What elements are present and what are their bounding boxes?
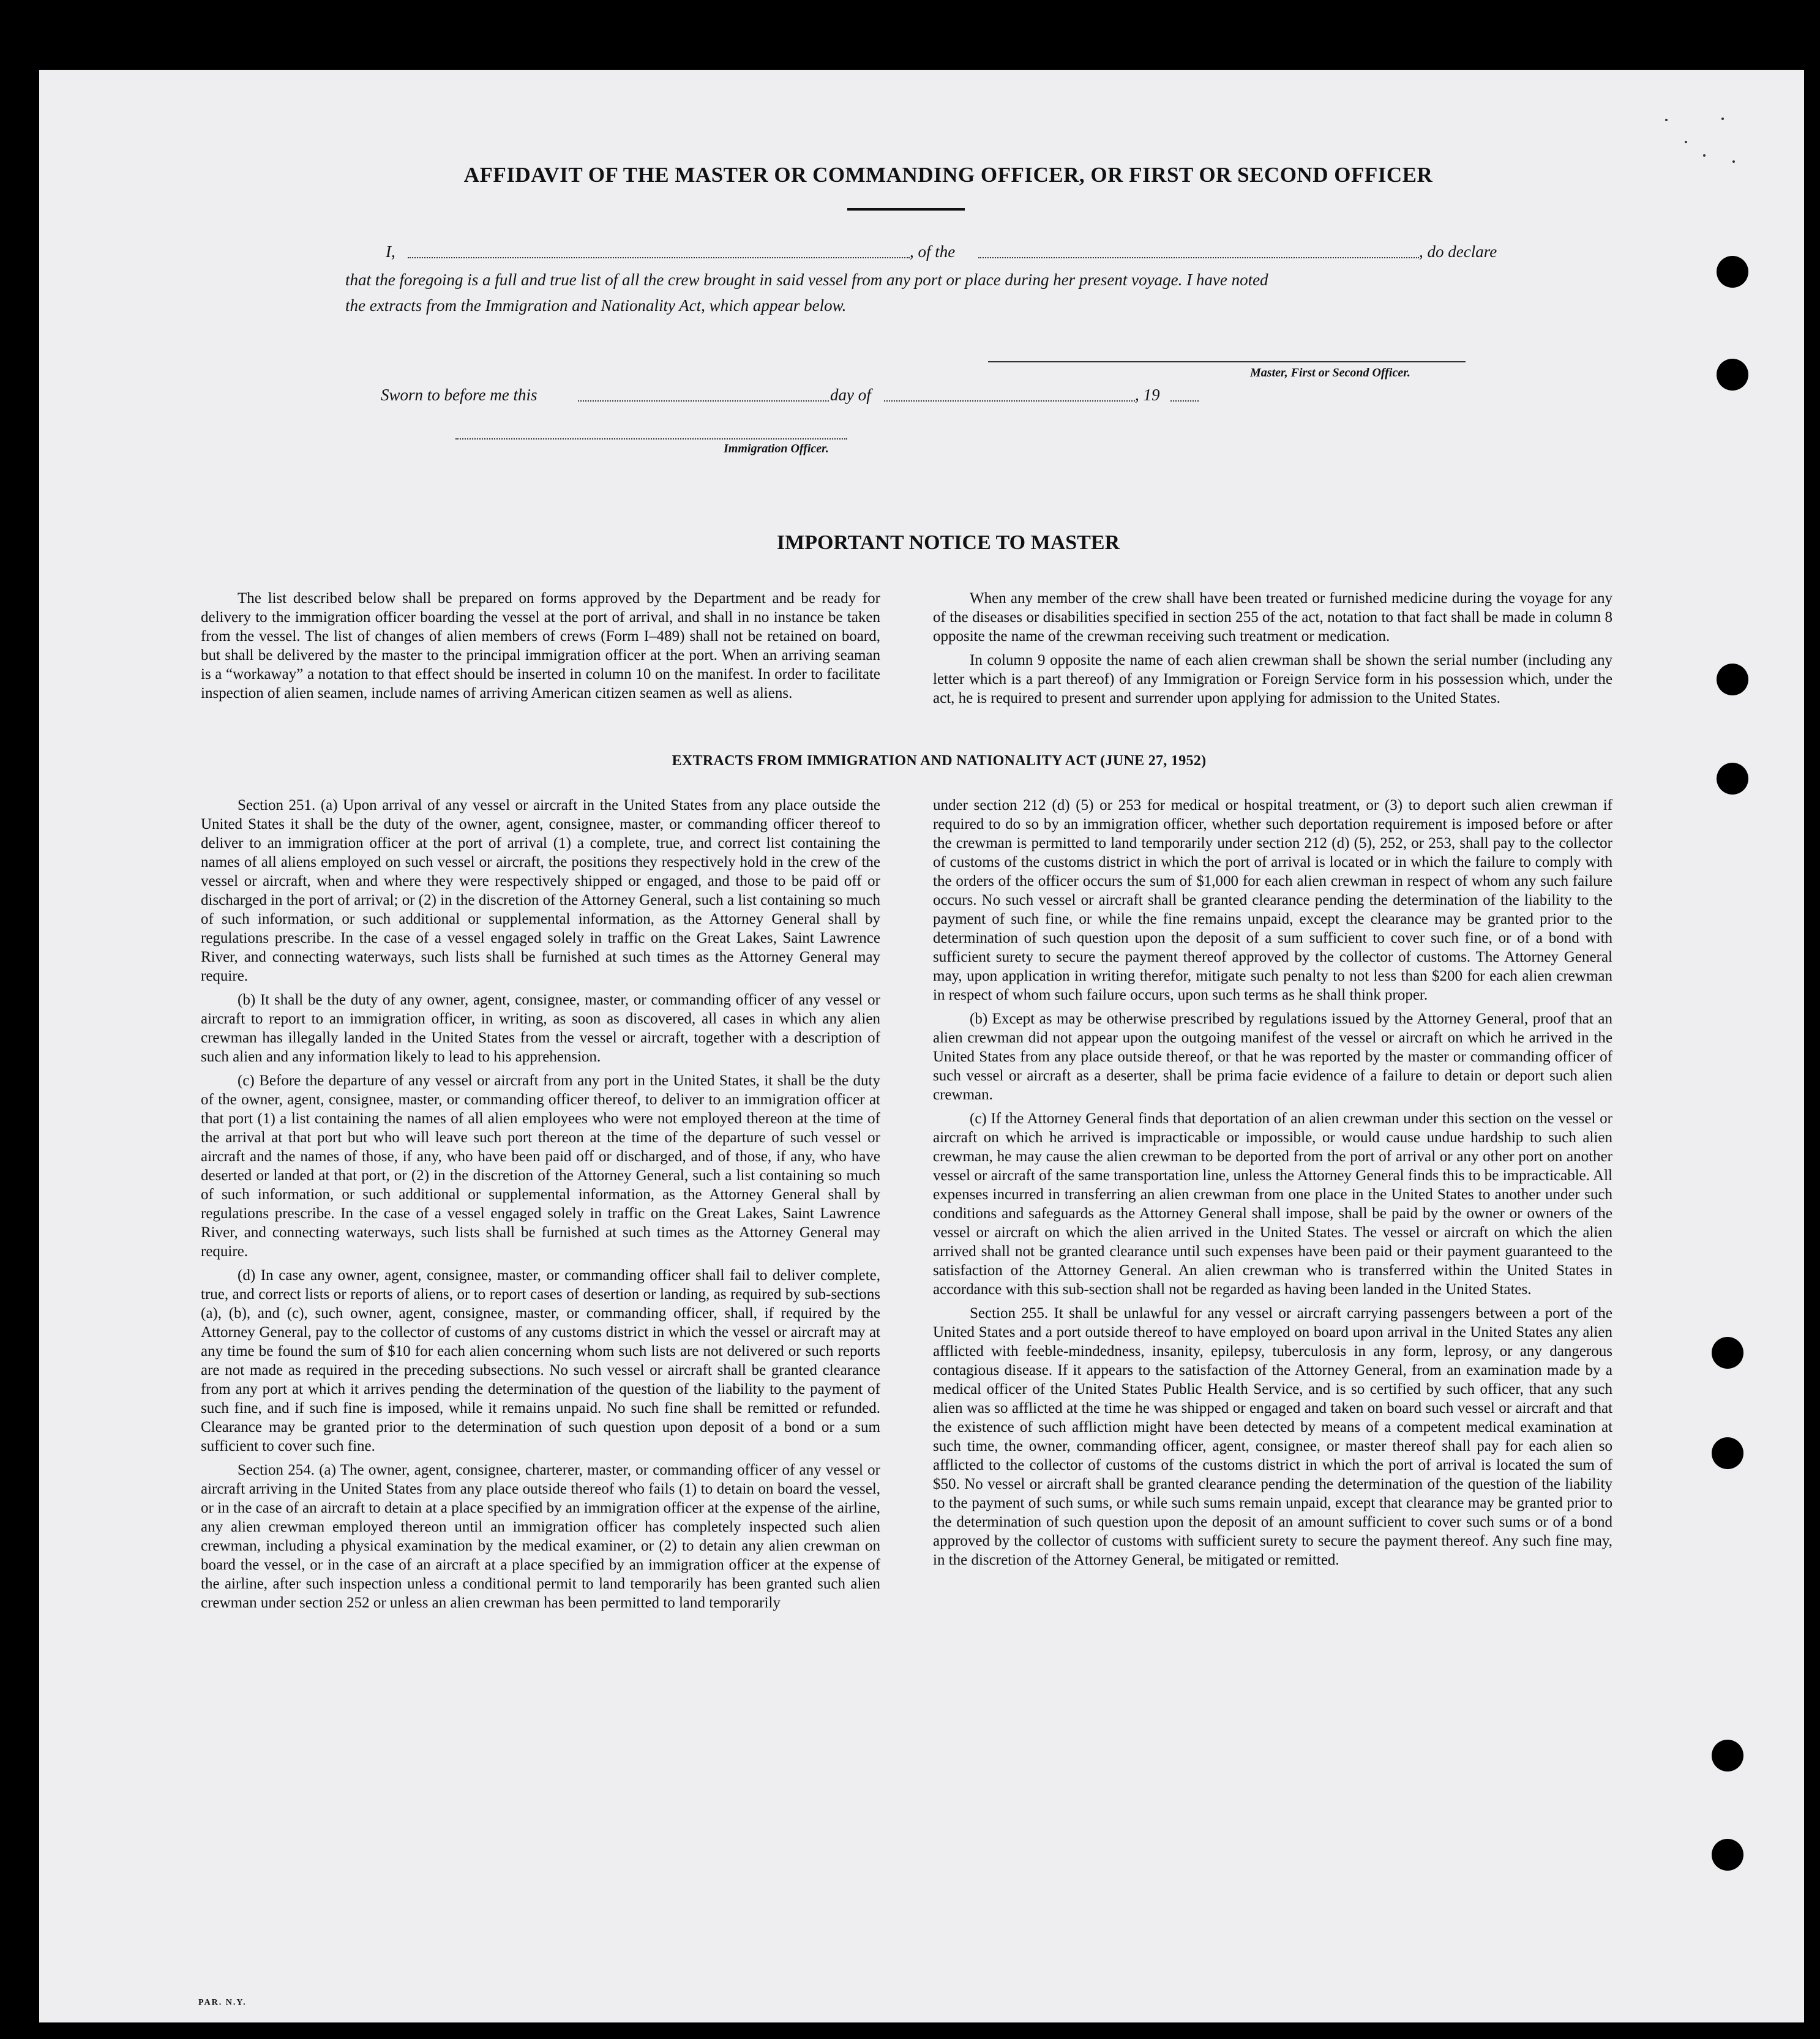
form-page bbox=[39, 70, 1804, 2022]
i-label: I, bbox=[386, 242, 395, 261]
sworn-day-field[interactable] bbox=[578, 400, 829, 402]
do-declare-label: , do declare bbox=[1419, 242, 1497, 261]
notice-paragraph: The list described below shall be prepared on forms approved by the Department and be ready for delivery to the immigration officer boarding the vessel at the port of arrival, and shall in no instance be taken from the vessel. The list of changes of alien members of crews (Form I–489) shall not be retained on board, but shall be delivered by the master to the principal immigration officer at the port. When an arriving seaman is a “workaway” a notation to that effect should be inserted in column 10 on the manifest. In order to facilitate inspection of alien seamen, include names of arriving American citizen seamen as well as aliens. bbox=[201, 590, 880, 701]
officer-signature-line[interactable] bbox=[455, 438, 847, 440]
punch-hole bbox=[1717, 664, 1748, 695]
year-label: , 19 bbox=[1135, 386, 1160, 404]
section-paragraph: Section 254. (a) The owner, agent, consignee, charterer, master, or commanding officer of any vessel or aircraft arriving in the United States from any place outside thereof who fails (1) to detain on board the vessel, or in the case of an aircraft to detain at a place specified by an immigration officer at the expense of the airline, any alien crewman employed thereon until an immigration officer has completely inspected such alien crewman, including a physical examination by the medical examiner, or (2) to detain any alien crewman on board the vessel, or in the case of an aircraft at a place specified by an immigration officer at the expense of the airline, after such inspection unless a conditional permit to land temporarily has been granted such alien crewman under section 252 or unless an alien crewman has been permitted to land temporarily bbox=[201, 1462, 880, 1611]
section-paragraph: (c) If the Attorney General finds that deportation of an alien crewman under this section on the vessel or aircraft on which he arrived is impracticable or impossible, or would cause undue hardship to such alien crewman, he may cause the alien crewman to be deported from the port of arrival or any other port on another vessel or aircraft of the same transportation line, unless the Attorney General finds this to be impracticable. All expenses incurred in transferring an alien crewman from one place in the United States to another under such conditions and safeguards as the Attorney General shall impose, shall be paid by the owner or owners of the vessel or aircraft on which the alien arrived in the United States. The vessel or aircraft on which the alien arrived shall not be granted clearance until such expenses have been paid or their payment guaranteed to the satisfaction of the Attorney General. An alien crewman who is transferred within the United States in accordance with this sub-section shall not be regarded as having been landed in the United States. bbox=[933, 1110, 1612, 1298]
speck bbox=[1721, 118, 1724, 120]
notice-paragraph: When any member of the crew shall have been treated or furnished medicine during the voyage for any of the diseases or disabilities specified in section 255 of the act, notation to that fact shall be made in column 8 opposite the name of the crewman receiving such treatment or medication. bbox=[933, 590, 1612, 645]
printer-mark: PAR. N.Y. bbox=[198, 1998, 247, 2007]
name-field[interactable] bbox=[408, 257, 910, 258]
section-paragraph: Section 251. (a) Upon arrival of any vessel or aircraft in the United States from any place outside the United States it shall be the duty of the owner, agent, consignee, master, or commanding officer thereof to deliver to an immigration officer at the port of arrival (1) a complete, true, and correct list containing the names of all aliens employed on such vessel or aircraft, the positions they respectively hold in the crew of the vessel or aircraft, when and where they were respectively shipped or engaged, and those to be paid off or discharged in the port of arrival; or (2) in the discretion of the Attorney General, such a list containing so much of such information, or such additional or supplemental information, as the Attorney General shall by regulations prescribe. In the case of a vessel engaged solely in traffic on the Great Lakes, Saint Lawrence River, and connecting waterways, such lists shall be furnished at such times as the Attorney General may require. bbox=[201, 797, 880, 984]
punch-hole bbox=[1712, 1740, 1743, 1771]
section-paragraph: (d) In case any owner, agent, consignee, master, or commanding officer shall fail to deliver complete, true, and correct lists or reports of aliens, or to report cases of desertion or landing, as required by sub-sections (a), (b), and (c), such owner, agent, consignee, master, or commanding officer, shall, if required by the Attorney General, pay to the collector of customs of any customs district in which the vessel or aircraft may at any time be found the sum of $10 for each alien concerning whom such lists are not delivered or such reports are not made as required in the preceding subsections. No such vessel or aircraft shall be granted clearance from any port at which it arrives pending the determination of the question of the liability to the payment of such fine, and if such fine is imposed, while it remains unpaid. No such fine shall be remitted or refunded. Clearance may be granted prior to the determination of such question upon deposit of a bond or a sum sufficient to cover such fine. bbox=[201, 1267, 880, 1454]
notice-paragraph: In column 9 opposite the name of each alien crewman shall be shown the serial number (including any letter which is a part thereof) of any Immigration or Foreign Service form in his possession which, under the act, he is required to present and surrender upon applying for admission to the United States. bbox=[933, 652, 1612, 706]
day-of-label: day of bbox=[830, 386, 871, 404]
speck bbox=[1665, 119, 1668, 121]
speck bbox=[1703, 154, 1706, 157]
of-the-label: , of the bbox=[910, 242, 956, 261]
title-underline bbox=[847, 208, 965, 211]
section-paragraph: (b) It shall be the duty of any owner, agent, consignee, master, or commanding officer of any vessel or aircraft to report to an immigration officer, in writing, as soon as discovered, all cases in which any alien crewman has illegally landed in the United States from the vessel or aircraft, together with a description of such alien and any information likely to lead to his apprehension. bbox=[201, 992, 880, 1065]
statement-line-1: that the foregoing is a full and true list of all the crew brought in said vessel from any port or place during her present voyage. I have noted bbox=[345, 271, 1268, 289]
section-paragraph: (c) Before the departure of any vessel or aircraft from any port in the United States, it shall be the duty of the owner, agent, consignee, master, or commanding officer thereof, to deliver to an immigration officer at that port (1) a list containing the names of all alien employees who were not employed thereon at the time of the arrival at that port but who will leave such port thereon at the time of the departure of such vessel or aircraft and the names of those, if any, who have been paid off or discharged, and of those, if any, who have deserted or landed at that port, or (2) in the discretion of the Attorney General, such a list containing so much of such information, or such additional or supplemental information, as the Attorney General shall by regulations prescribe. In the case of a vessel engaged solely in traffic on the Great Lakes, Saint Lawrence River, and connecting waterways, such lists shall be furnished at such times as the Attorney General may require. bbox=[201, 1072, 880, 1260]
master-caption: Master, First or Second Officer. bbox=[1250, 366, 1410, 380]
master-signature-line[interactable] bbox=[988, 361, 1466, 362]
extracts-left-column bbox=[201, 796, 880, 1617]
affidavit-title: AFFIDAVIT OF THE MASTER OR COMMANDING OFFICER, OR FIRST OR SECOND OFFICER bbox=[463, 163, 1433, 187]
punch-hole bbox=[1712, 1437, 1743, 1469]
punch-hole bbox=[1712, 1839, 1743, 1871]
punch-hole bbox=[1717, 763, 1748, 795]
extracts-right-column bbox=[933, 796, 1612, 1574]
sworn-year-field[interactable] bbox=[1170, 400, 1199, 402]
speck bbox=[1685, 141, 1687, 143]
position-field[interactable] bbox=[978, 257, 1419, 258]
notice-left-column bbox=[201, 589, 880, 708]
punch-hole bbox=[1712, 1337, 1743, 1369]
punch-hole bbox=[1717, 256, 1748, 288]
section-paragraph: (b) Except as may be otherwise prescribed by regulations issued by the Attorney General, proof that an alien crewman did not appear upon the outgoing manifest of the vessel or aircraft on which he arrived in the United States from any place outside thereof, or that he was reported by the master or commanding officer of such vessel or aircraft as a deserter, shall be prima facie evidence of a failure to detain or deport such alien crewman. bbox=[933, 1011, 1612, 1103]
section-paragraph: Section 255. It shall be unlawful for any vessel or aircraft carrying passengers between a port of the United States and a port outside thereof to have employed on board upon arrival in the United States any alien afflicted with feeble-mindedness, insanity, epilepsy, tuberculosis in any form, leprosy, or any dangerous contagious disease. If it appears to the satisfaction of the Attorney General, from an examination made by a medical officer of the United States Public Health Service, and is so certified by such officer, that any such alien was so afflicted at the time he was shipped or engaged and taken on board such vessel or aircraft and that the existence of such affliction might have been detected by means of a competent medical examination at such time, the owner, commanding officer, agent, consignee, or master thereof shall pay for each alien so afflicted to the collector of customs of the customs district in which the port of arrival is located the sum of $50. No vessel or aircraft shall be granted clearance pending the determination of the question of the liability to the payment of such sums, or while such sums remain unpaid, except that clearance may be granted prior to the determination of such question upon the deposit of an amount sufficient to cover such sums or of a bond approved by the collector of customs with sufficient surety to secure the payment thereof. Any such fine may, in the discretion of the Attorney General, be mitigated or remitted. bbox=[933, 1305, 1612, 1568]
statement-line-2: the extracts from the Immigration and Nationality Act, which appear below. bbox=[345, 296, 847, 315]
notice-title: IMPORTANT NOTICE TO MASTER bbox=[776, 531, 1120, 554]
notice-right-column bbox=[933, 589, 1612, 713]
punch-hole bbox=[1717, 359, 1748, 391]
extracts-title: EXTRACTS FROM IMMIGRATION AND NATIONALITY ACT (JUNE 27, 1952) bbox=[672, 753, 1207, 769]
officer-caption: Immigration Officer. bbox=[724, 442, 829, 455]
sworn-month-field[interactable] bbox=[884, 400, 1135, 402]
section-paragraph: under section 212 (d) (5) or 253 for medical or hospital treatment, or (3) to deport such alien crewman if required to do so by an immigration officer, whether such deportation requirement is imposed before or after the crewman is permitted to land temporarily under section 212 (d) (5), 252, or 253, shall pay to the collector of customs of the customs district in which the port of arrival is located or in which the failure to comply with the orders of the officer occurs the sum of $1,000 for each alien crewman in respect of whom any such failure occurs. No such vessel or aircraft shall be granted clearance pending the determination of the liability to the payment of such fine, or while the fine remains unpaid, except the clearance may be granted prior to the determination of such question upon the deposit of a sum sufficient to cover such fine, or of a bond with sufficient surety to secure the payment thereof approved by the collector of customs. The Attorney General may, upon application in writing therefor, mitigate such penalty to not less than $200 for each alien crewman in respect of whom such failure occurs, upon such terms as he shall think proper. bbox=[933, 797, 1612, 1003]
sworn-label: Sworn to before me this bbox=[381, 386, 537, 404]
speck bbox=[1732, 160, 1735, 163]
